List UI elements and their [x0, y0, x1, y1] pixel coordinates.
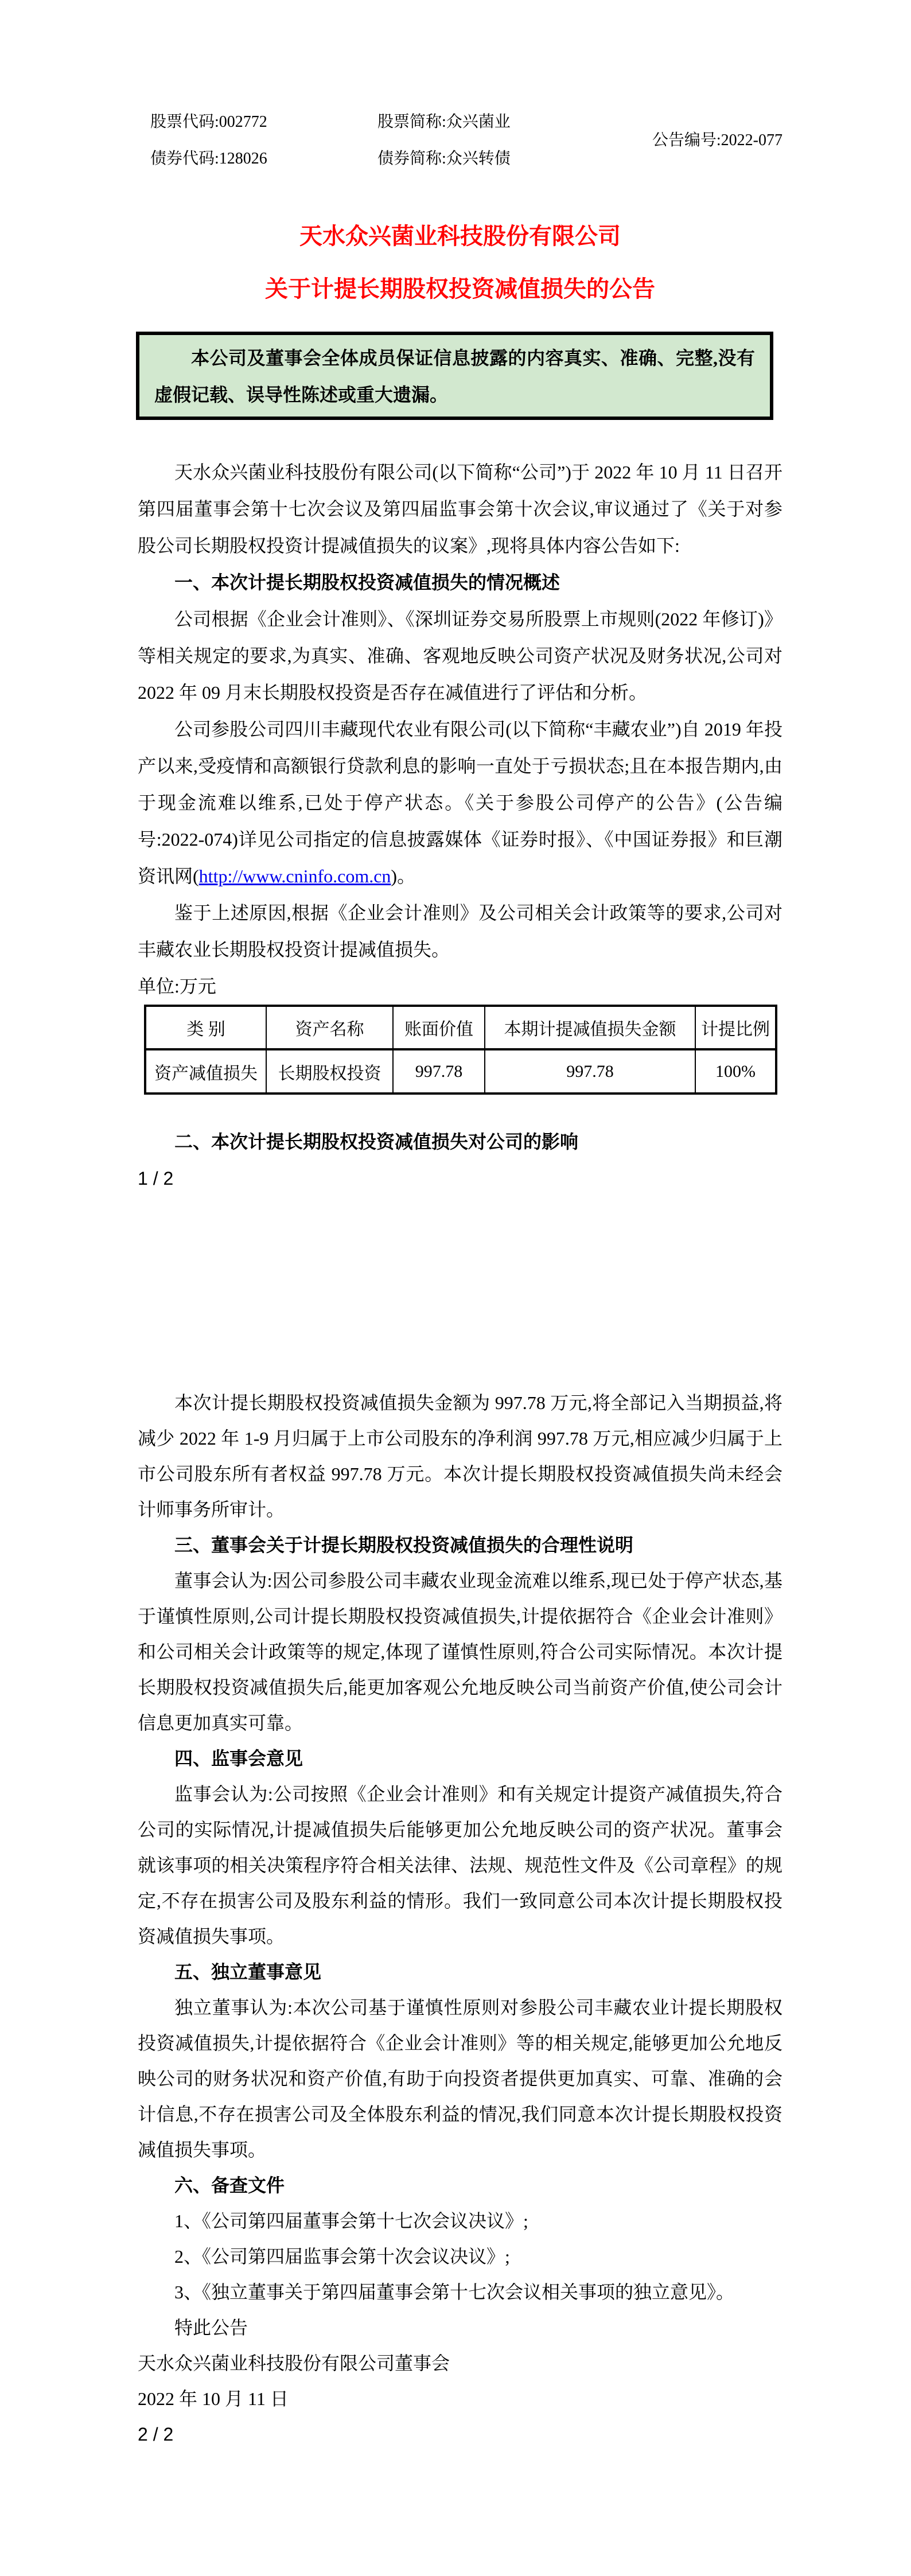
page-number-1: 1 / 2 — [138, 1168, 174, 1189]
supervisory-opinion-paragraph: 监事会认为:公司按照《企业会计准则》和有关规定计提资产减值损失,符合公司的实际情况,计提减值损失后能够更加公允地反映公司的资产状况。董事会就该事项的相关决策程序符合相关法律、法规、规范性文件及《公司章程》的规定,不存在损害公司及股东利益的情形。我们一致同意公司本次计提长期股权投资减值损失事项。 — [138, 1784, 782, 1947]
announcement-title: 关于计提长期股权投资减值损失的公告 — [265, 276, 655, 302]
table-cell-ratio: 100% — [695, 1049, 776, 1094]
section-heading-5: 五、独立董事意见 — [174, 1962, 322, 1982]
impairment-table — [144, 1005, 777, 1095]
conclusion-paragraph: 鉴于上述原因,根据《企业会计准则》及公司相关会计政策等的要求,公司对丰藏农业长期股权投资计提减值损失。 — [138, 902, 782, 960]
board-opinion-paragraph: 董事会认为:因公司参股公司丰藏农业现金流难以维系,现已处于停产状态,基于谨慎性原则,公司计提长期股权投资减值损失,计提依据符合《企业会计准则》和公司相关会计政策等的规定,体现了谨慎性原则,符合公司实际情况。本次计提长期股权投资减值损失后,能更加客观公允地反映公司当前资产价值,使公司会计信息更加真实可靠。 — [138, 1570, 782, 1733]
company-title: 天水众兴菌业科技股份有限公司 — [299, 223, 621, 249]
section-heading-3: 三、董事会关于计提长期股权投资减值损失的合理性说明 — [174, 1535, 634, 1555]
announcement-number: 公告编号:2022-077 — [652, 131, 782, 149]
disclaimer-text: 本公司及董事会全体成员保证信息披露的内容真实、准确、完整,没有虚假记载、误导性陈述或重大遗漏。 — [154, 348, 755, 405]
codes-column — [138, 109, 377, 172]
table-cell-impairment-amount: 997.78 — [485, 1049, 695, 1094]
securities-header — [138, 109, 782, 172]
table-header-book-value: 账面价值 — [393, 1006, 485, 1049]
reference-doc-1: 1、《公司第四届董事会第十七次会议决议》; — [174, 2211, 528, 2231]
closing-statement: 特此公告 — [174, 2317, 248, 2338]
stock-code: 股票代码:002772 — [150, 113, 267, 131]
bond-code: 债券代码:128026 — [150, 150, 267, 168]
table-header-impairment-amount: 本期计提减值损失金额 — [485, 1006, 695, 1049]
table-header-asset-name: 资产名称 — [266, 1006, 393, 1049]
table-header-category: 类 别 — [145, 1006, 266, 1049]
stock-name: 股票简称:众兴菌业 — [377, 113, 511, 131]
table-header-row — [145, 1006, 776, 1049]
section-heading-1: 一、本次计提长期股权投资减值损失的情况概述 — [174, 572, 560, 593]
table-cell-category: 资产减值损失 — [145, 1049, 266, 1094]
table-row — [145, 1049, 776, 1094]
table-cell-asset-name: 长期股权投资 — [266, 1049, 393, 1094]
page2-body — [138, 1385, 782, 2452]
signature-date: 2022 年 10 月 11 日 — [138, 2388, 289, 2409]
page-number-2: 2 / 2 — [138, 2424, 174, 2445]
cninfo-link[interactable]: http://www.cninfo.com.cn — [198, 866, 391, 886]
fengzang-text-after: )。 — [391, 866, 416, 886]
reference-doc-2: 2、《公司第四届监事会第十次会议决议》; — [174, 2246, 510, 2267]
reference-doc-3: 3、《独立董事关于第四届董事会第十七次会议相关事项的独立意见》。 — [174, 2282, 735, 2302]
table-cell-book-value: 997.78 — [393, 1049, 485, 1094]
section-heading-6: 六、备查文件 — [174, 2175, 285, 2196]
signature-company: 天水众兴菌业科技股份有限公司董事会 — [138, 2353, 450, 2373]
names-column — [377, 109, 652, 172]
table-header-ratio: 计提比例 — [695, 1006, 776, 1049]
intro-paragraph: 天水众兴菌业科技股份有限公司(以下简称“公司”)于 2022 年 10 月 11 日召开第四届董事会第十七次会议及第四届监事会第十次会议,审议通过了《关于对参股公司长期股权投资计提减值损失的议案》,现将具体内容公告如下: — [138, 462, 782, 556]
impact-paragraph: 本次计提长期股权投资减值损失金额为 997.78 万元,将全部记入当期损益,将减少 2022 年 1-9 月归属于上市公司股东的净利润 997.78 万元,相应减少归属于上市公司股东所有者权益 997.78 万元。本次计提长期股权投资减值损失尚未经会计师事务所审计。 — [138, 1392, 782, 1520]
independent-director-paragraph: 独立董事认为:本次公司基于谨慎性原则对参股公司丰藏农业计提长期股权投资减值损失,计提依据符合《企业会计准则》等的相关规定,能够更加公允地反映公司的财务状况和资产价值,有助于向投资者提供更加真实、可靠、准确的会计信息,不存在损害公司及全体股东利益的情况,我们同意本次计提长期股权投资减值损失事项。 — [138, 1997, 782, 2160]
announcement-number-column — [652, 109, 782, 172]
page1-body — [138, 454, 782, 1197]
unit-label: 单位:万元 — [138, 976, 216, 997]
fengzang-text-before: 公司参股公司四川丰藏现代农业有限公司(以下简称“丰藏农业”)自 2019 年投产以来,受疫情和高额银行贷款利息的影响一直处于亏损状态;且在本报告期内,由于现金流难以维系,已处于停产状态。《关于参股公司停产的公告》(公告编号:2022-074)详见公司指定的信息披露媒体《证券时报》、《中国证券报》和巨潮资讯网( — [138, 719, 782, 886]
section-heading-2: 二、本次计提长期股权投资减值损失对公司的影响 — [174, 1131, 579, 1152]
basis-paragraph: 公司根据《企业会计准则》、《深圳证券交易所股票上市规则(2022 年修订)》等相关规定的要求,为真实、准确、客观地反映公司资产状况及财务状况,公司对 2022 年 09 月末长期股权投资是否存在减值进行了评估和分析。 — [138, 609, 782, 703]
section-heading-4: 四、监事会意见 — [174, 1748, 303, 1769]
fengzang-status-paragraph — [138, 711, 782, 894]
disclaimer-box — [136, 332, 773, 420]
bond-name: 债券简称:众兴转债 — [377, 150, 511, 168]
